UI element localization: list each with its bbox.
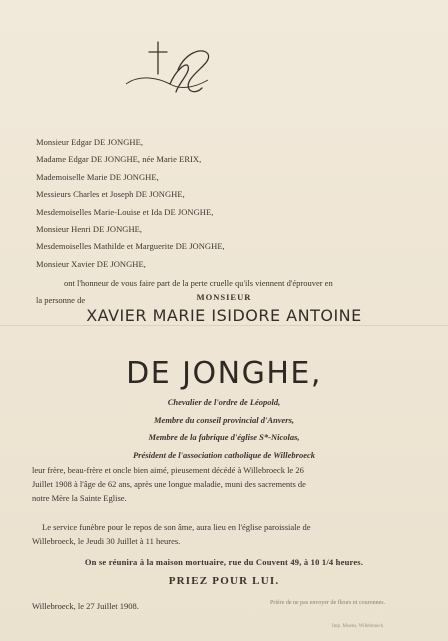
titles-list	[0, 394, 448, 464]
family-member: Messieurs Charles et Joseph DE JONGHE,	[36, 189, 185, 200]
paragraph-line: Le service funèbre pour le repos de son âme, aura lieu en l'église paroissiale de	[42, 522, 311, 532]
cross-monogram-icon	[118, 40, 218, 102]
title-line: Membre de la fabrique d'église S*-Nicolas,	[148, 432, 300, 443]
title-line: Membre du conseil provincial d'Anvers,	[153, 414, 294, 425]
family-member: Monsieur Edgar DE JONGHE,	[36, 137, 144, 147]
intro-line: la personne de	[36, 295, 86, 305]
death-announcement	[32, 463, 422, 505]
printer-mark: Imp. Moens, Willebroeck	[332, 624, 384, 629]
family-member: Monsieur Xavier DE JONGHE,	[36, 258, 146, 269]
intro-text	[36, 275, 426, 292]
honorific: MONSIEUR	[196, 292, 252, 302]
family-member: Mademoiselle Marie DE JONGHE,	[36, 171, 159, 182]
place-date: Willebroeck, le 27 Juillet 1908.	[32, 601, 139, 611]
funeral-service	[32, 520, 422, 548]
paragraph-line: Willebroeck, le Jeudi 30 Juillet à 11 heures.	[32, 536, 181, 546]
title-line: Président de l'association catholique de Willebroeck	[132, 449, 316, 460]
family-member: Mesdemoiselles Mathilde et Marguerite DE JONGHE,	[36, 241, 225, 252]
family-member: Madame Edgar DE JONGHE, née Marie ERIX,	[36, 154, 202, 165]
paragraph-line: Juillet 1908 à l'âge de 62 ans, après une longue maladie, muni des sacrements de	[32, 479, 306, 489]
paragraph-line: notre Mère la Sainte Eglise.	[32, 493, 127, 503]
family-member: Monsieur Henri DE JONGHE,	[36, 224, 143, 235]
gathering-note: On se réunira à la maison mortuaire, rue du Couvent 49, à 10 1/4 heures.	[84, 557, 364, 567]
flowers-note: Prière de ne pas envoyer de fleurs ni couronnes.	[270, 600, 386, 606]
deceased-surname: DE JONGHE,	[126, 356, 322, 391]
given-names: XAVIER MARIE ISIDORE ANTOINE	[86, 306, 362, 325]
prayer-line: PRIEZ POUR LUI.	[168, 575, 280, 587]
intro-line: ont l'honneur de vous faire part de la perte cruelle qu'ils viennent d'éprouver en	[64, 278, 333, 288]
paragraph-line: leur frère, beau-frère et oncle bien aimé, pieusement décédé à Willebroeck le 26	[32, 465, 304, 475]
family-list	[36, 134, 426, 273]
family-member: Mesdemoiselles Marie-Louise et Ida DE JONGHE,	[36, 206, 214, 217]
title-line: Chevalier de l'ordre de Léopold,	[167, 397, 281, 407]
paper-fold	[0, 325, 448, 326]
